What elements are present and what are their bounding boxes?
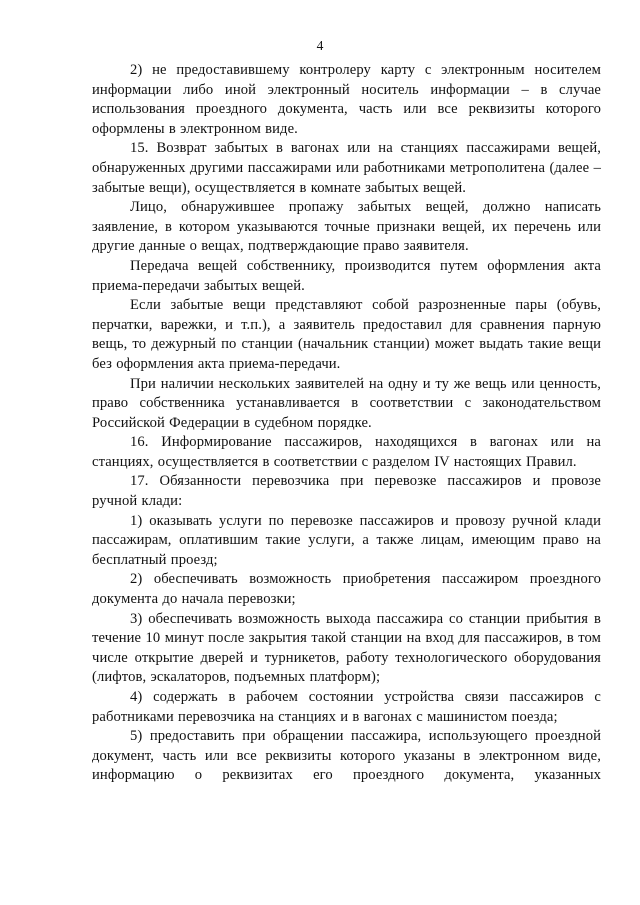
paragraph-obligation-2: 2) обеспечивать возможность приобретения пассажиром проездного документа до начала перевозки; [92, 571, 601, 608]
paragraph-separate-pairs: Если забытые вещи представляют собой разрозненные пары (обувь, перчатки, варежки, и т.п.), а заявитель предоставил для сравнения парную вещь, то дежурный по станции (начальник станции) может выдать такие вещи без оформления акта приема-передачи. [92, 297, 601, 372]
paragraph-obligation-5: 5) предоставить при обращении пассажира, использующего проездной документ, часть или все реквизиты которого указаны в электронном виде, информацию о реквизитах его проездного документа, указанных [92, 728, 601, 784]
paragraph-obligation-1: 1) оказывать услуги по перевозке пассажиров и провозу ручной клади пассажирам, оплатившим такие услуги, а также лицам, имеющим право на бесплатный проезд; [92, 512, 601, 568]
paragraph-obligation-3: 3) обеспечивать возможность выхода пассажира со станции прибытия в течение 10 минут после закрытия такой станции на вход для пассажиров, в том числе открытие дверей и турникетов, работу технологического оборудования (лифтов, эскалаторов, подъемных платформ); [92, 610, 601, 686]
paragraph-loss-statement: Лицо, обнаружившее пропажу забытых вещей, должно написать заявление, в котором указываются точные признаки вещей, их перечень или другие данные о вещах, подтверждающие право заявителя. [92, 199, 601, 255]
paragraph-item-2-card: 2) не предоставившему контролеру карту с электронным носителем информации либо иной электронный носитель информации – в случае использования проездного документа, часть или все реквизиты которого оформлены в электронном виде. [92, 62, 601, 137]
paragraph-16-informing-passengers: 16. Информирование пассажиров, находящихся в вагонах или на станциях, осуществляется в соответствии с разделом IV настоящих Правил. [92, 434, 601, 470]
paragraph-transfer-to-owner: Передача вещей собственнику, производится путем оформления акта приема-передачи забытых вещей. [92, 257, 601, 294]
paragraph-17-carrier-obligations: 17. Обязанности перевозчика при перевозке пассажиров и провозе ручной клади: [92, 473, 601, 510]
document-body [92, 61, 601, 786]
paragraph-15-return-forgotten-items: 15. Возврат забытых в вагонах или на станциях пассажирами вещей, обнаруженных другими пассажирами или работниками метрополитена (далее – забытые вещи), осуществляется в комнате забытых вещей. [92, 140, 601, 196]
paragraph-multiple-claimants: При наличии нескольких заявителей на одну и ту же вещь или ценность, право собственника устанавливается в соответствии с законодательством Российской Федерации в судебном порядке. [92, 375, 601, 431]
paragraph-obligation-4: 4) содержать в рабочем состоянии устройства связи пассажиров с работниками перевозчика на станциях и в вагонах с машинистом поезда; [92, 689, 601, 725]
page-number: 4 [316, 38, 324, 53]
